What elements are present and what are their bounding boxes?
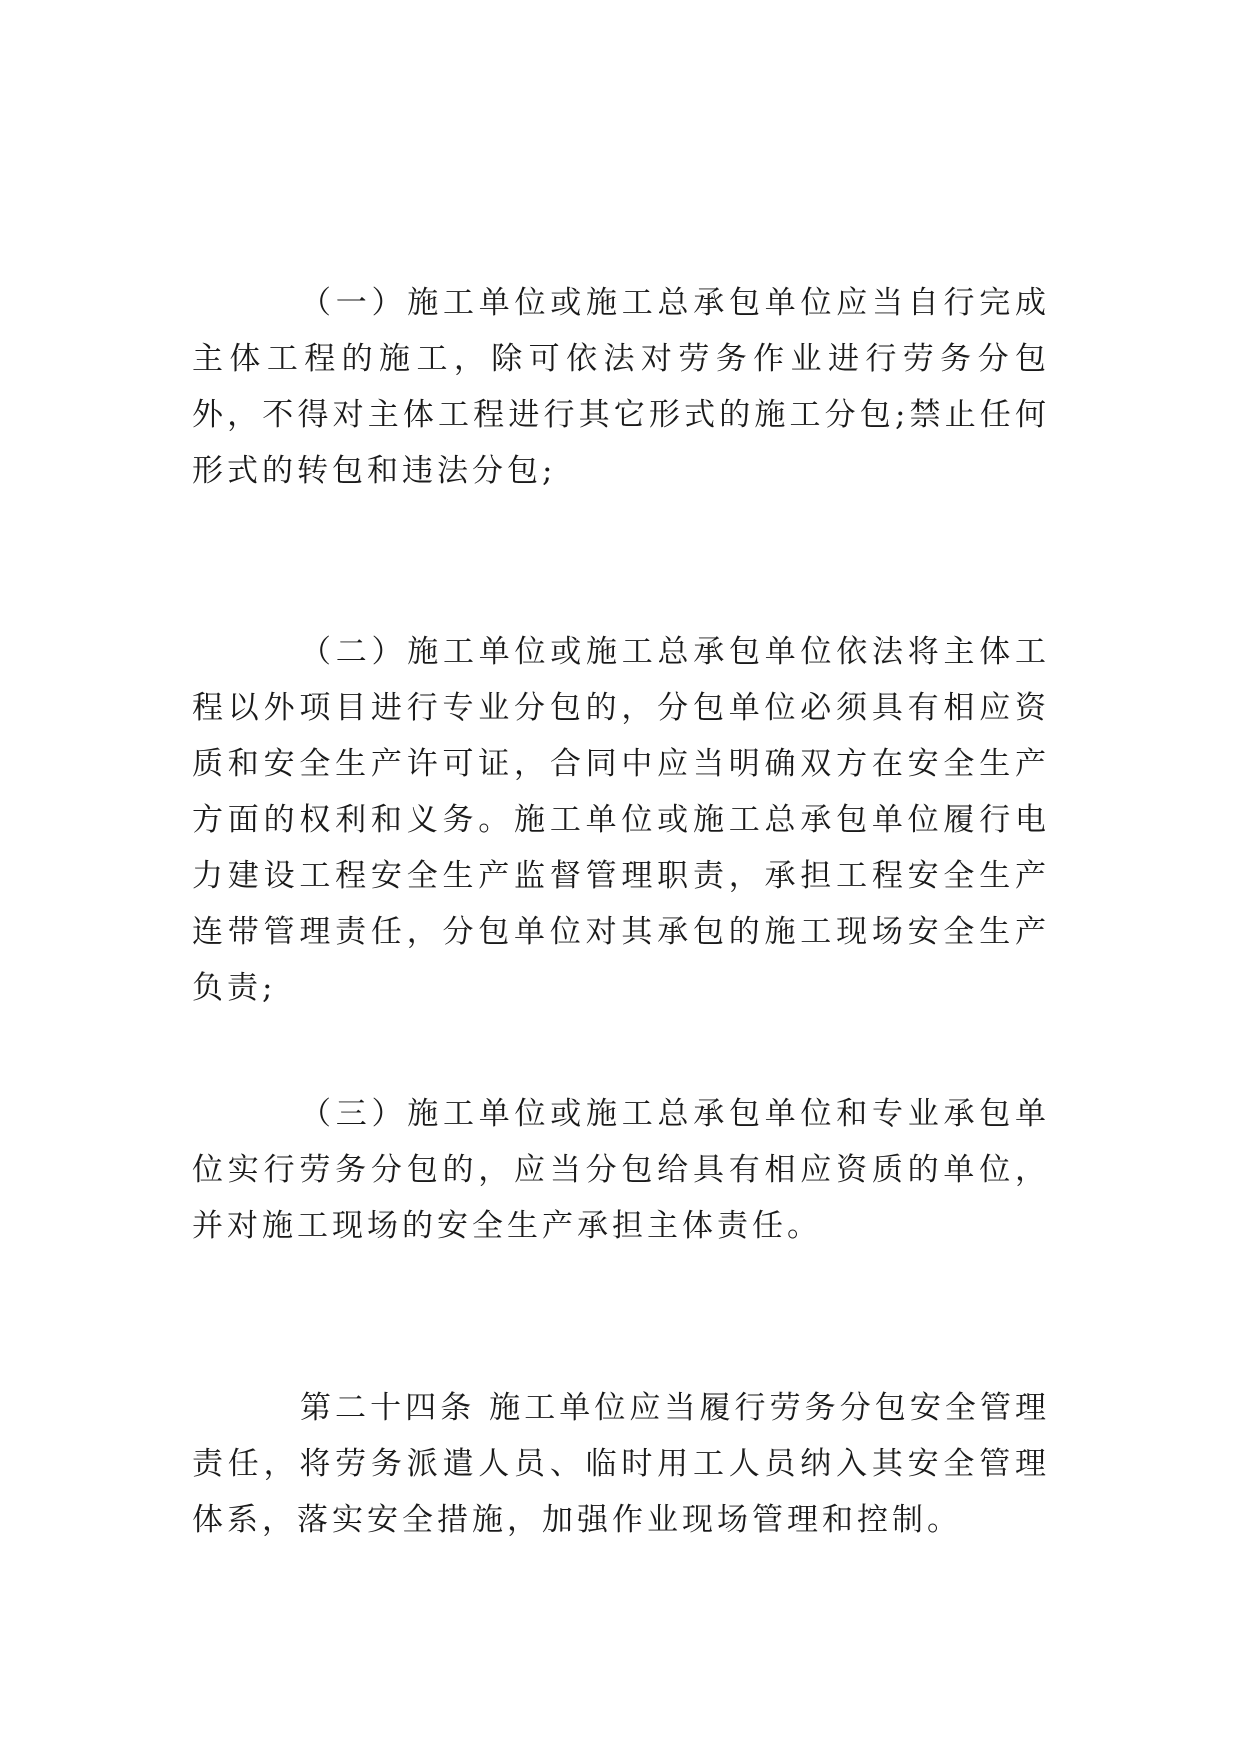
paragraph-clause-3: （三）施工单位或施工总承包单位和专业承包单位实行劳务分包的，应当分包给具有相应资质的单位，并对施工现场的安全生产承担主体责任。 (192, 1096, 1050, 1244)
paragraph-clause-1: （一）施工单位或施工总承包单位应当自行完成主体工程的施工，除可依法对劳务作业进行劳务分包外，不得对主体工程进行其它形式的施工分包;禁止任何形式的转包和违法分包; (192, 285, 1050, 489)
paragraph-article-24: 第二十四条 施工单位应当履行劳务分包安全管理责任，将劳务派遣人员、临时用工人员纳入其安全管理体系，落实安全措施，加强作业现场管理和控制。 (192, 1390, 1050, 1538)
paragraph-clause-2: （二）施工单位或施工总承包单位依法将主体工程以外项目进行专业分包的，分包单位必须具有相应资质和安全生产许可证，合同中应当明确双方在安全生产方面的权利和义务。施工单位或施工总承包单位履行电力建设工程安全生产监督管理职责，承担工程安全生产连带管理责任，分包单位对其承包的施工现场安全生产负责; (192, 634, 1050, 1006)
